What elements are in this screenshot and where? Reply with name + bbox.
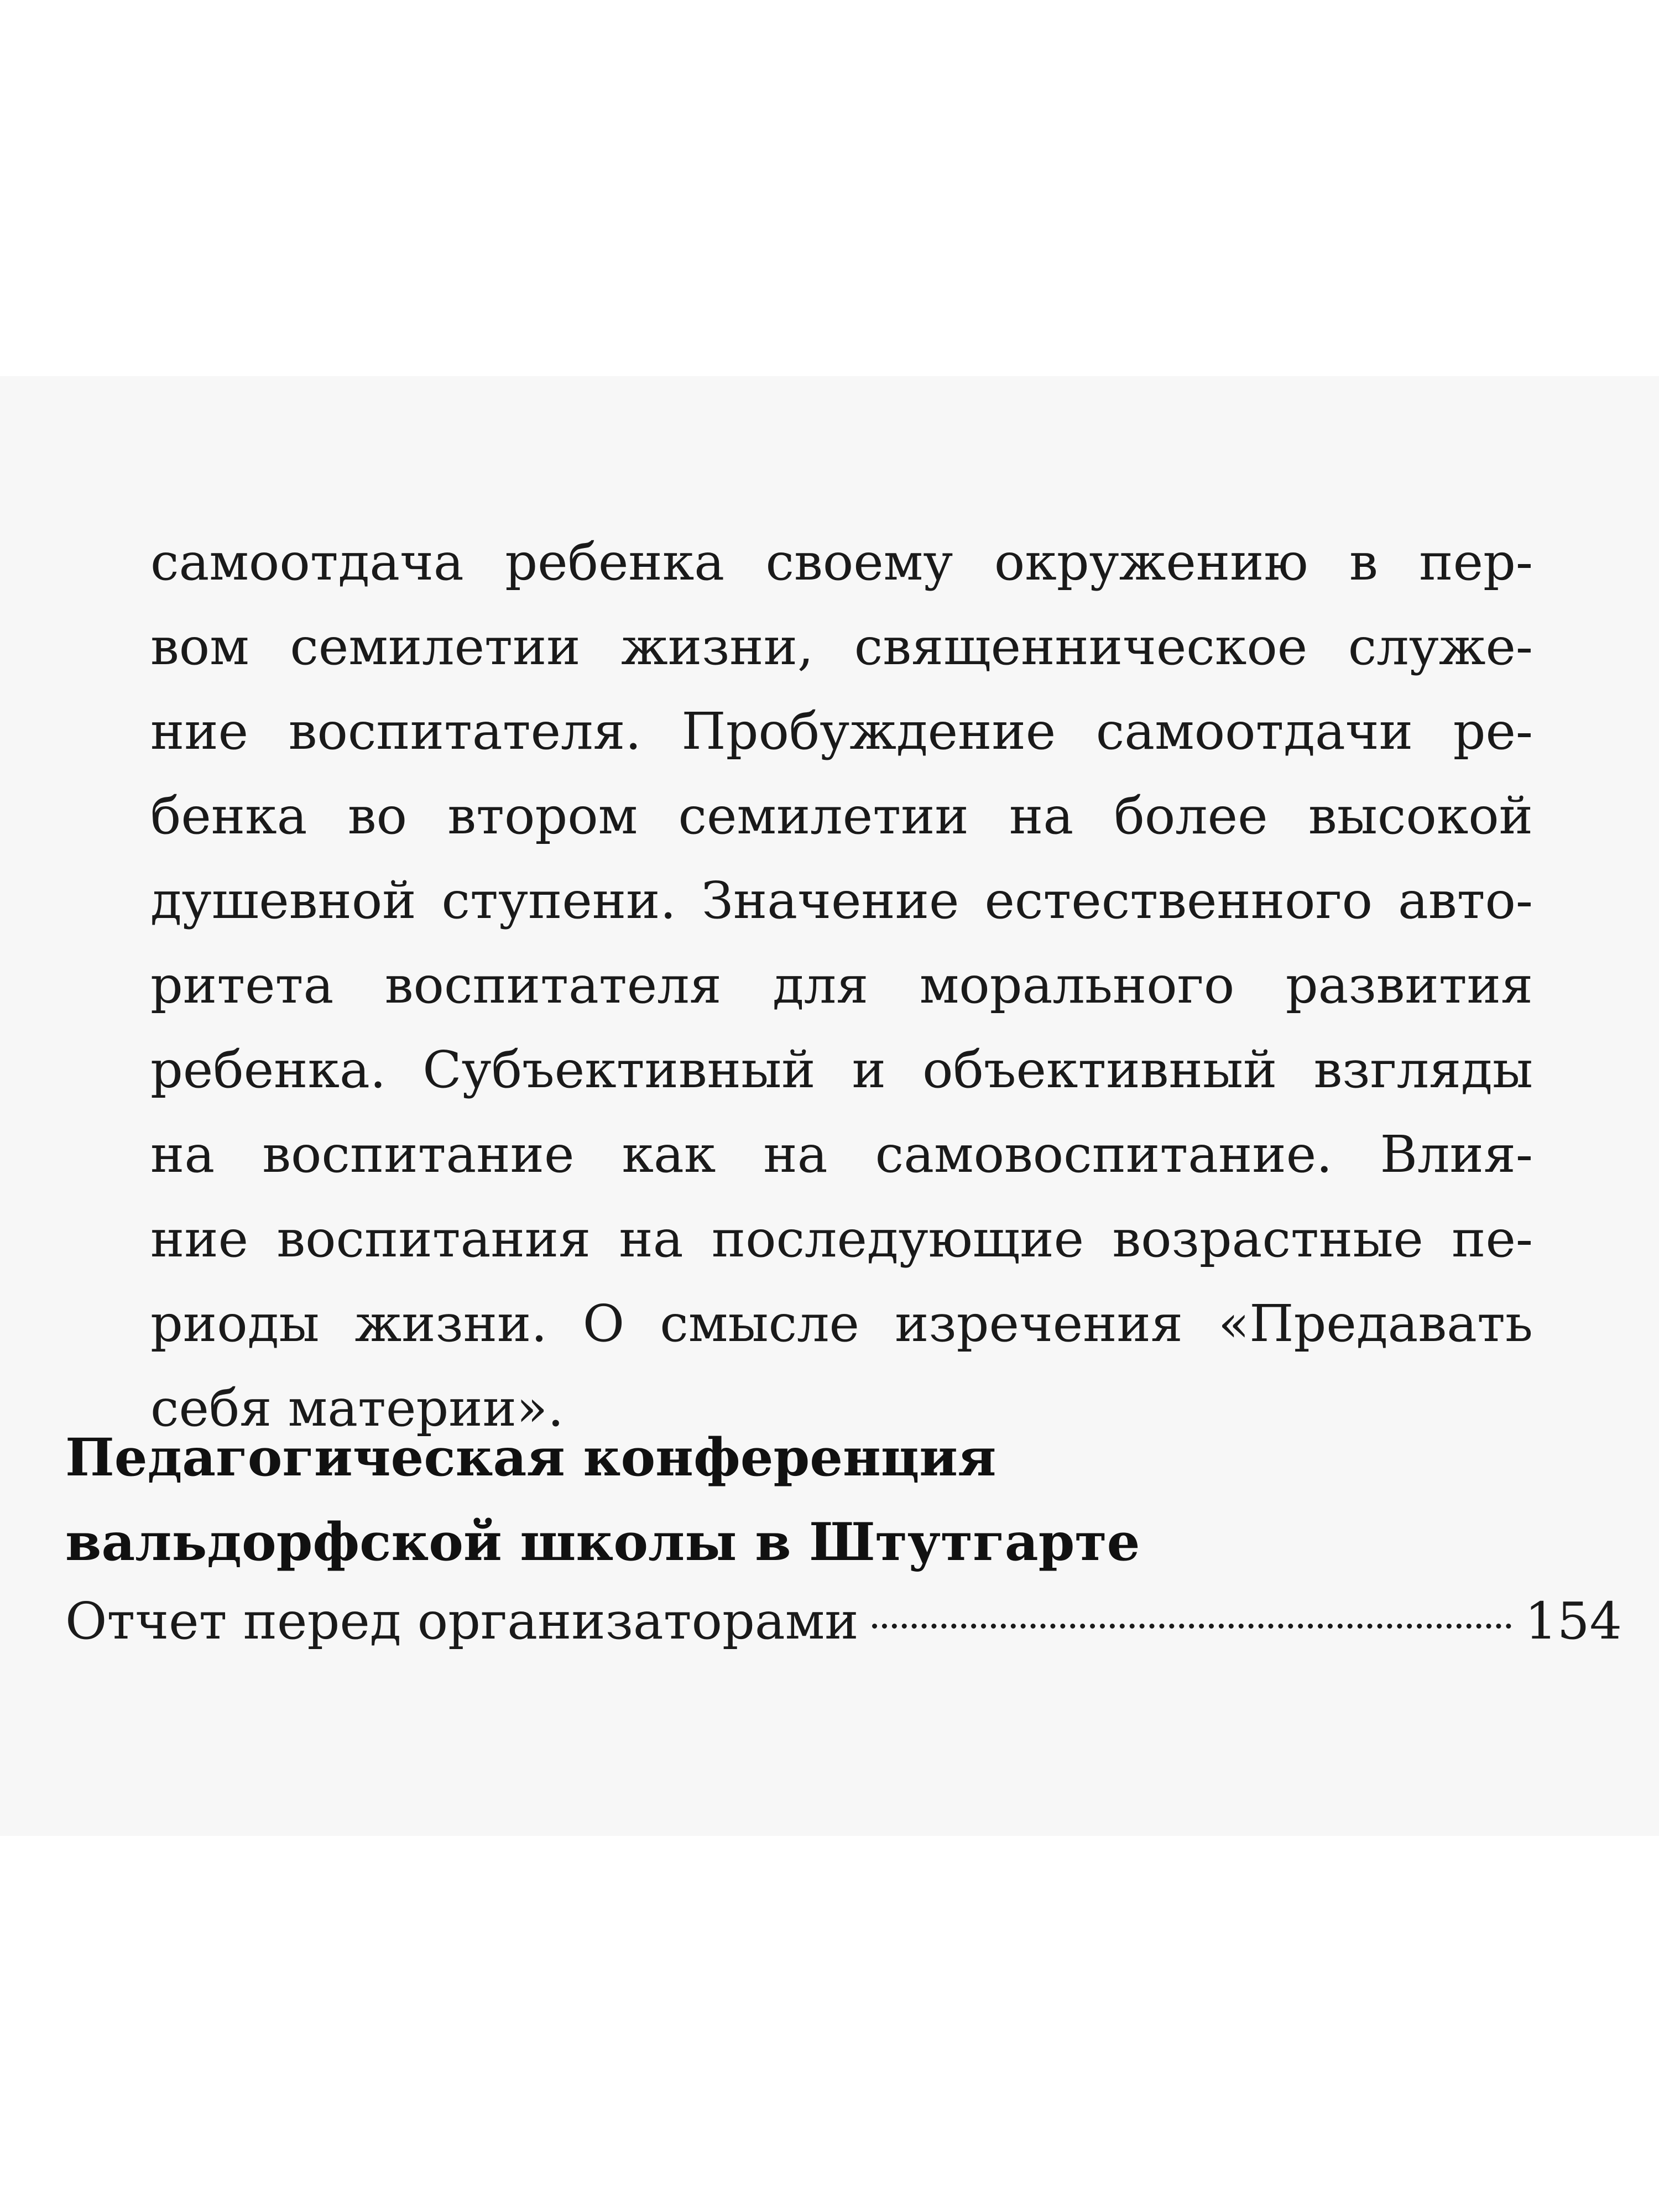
contents-description [150, 520, 1533, 1451]
toc-entry [65, 1579, 1622, 1663]
text-line: себя материи». [150, 1379, 564, 1438]
top-margin [0, 0, 1659, 376]
heading-line: вальдорфской школы в Штутгарте [65, 1512, 1140, 1573]
text-line: ребенка. Субъективный и объективный взгляды [150, 1040, 1533, 1099]
text-line: на воспитание как на самовоспитание. Влия- [150, 1125, 1533, 1184]
text-line: ритета воспитателя для морального развития [150, 956, 1533, 1015]
text-line: самоотдача ребенка своему окружению в пер- [150, 533, 1533, 592]
text-line: бенка во втором семилетии на более высокой [150, 786, 1533, 846]
text-line: ние воспитателя. Пробуждение самоотдачи ре- [150, 702, 1533, 761]
bottom-margin [0, 1836, 1659, 2212]
dot-leader [872, 1624, 1512, 1629]
heading-line: Педагогическая конференция [65, 1427, 997, 1488]
text-line: вом семилетии жизни, священническое служе- [150, 617, 1533, 676]
text-line: ние воспитания на последующие возрастные пе- [150, 1209, 1533, 1269]
toc-entry-title: Отчет перед организаторами [65, 1592, 859, 1651]
section-heading [65, 1416, 1140, 1585]
text-line: риоды жизни. О смысле изречения «Предавать [150, 1294, 1533, 1353]
text-line: душевной ступени. Значение естественного авто- [150, 871, 1533, 930]
toc-page-number: 154 [1525, 1592, 1622, 1651]
